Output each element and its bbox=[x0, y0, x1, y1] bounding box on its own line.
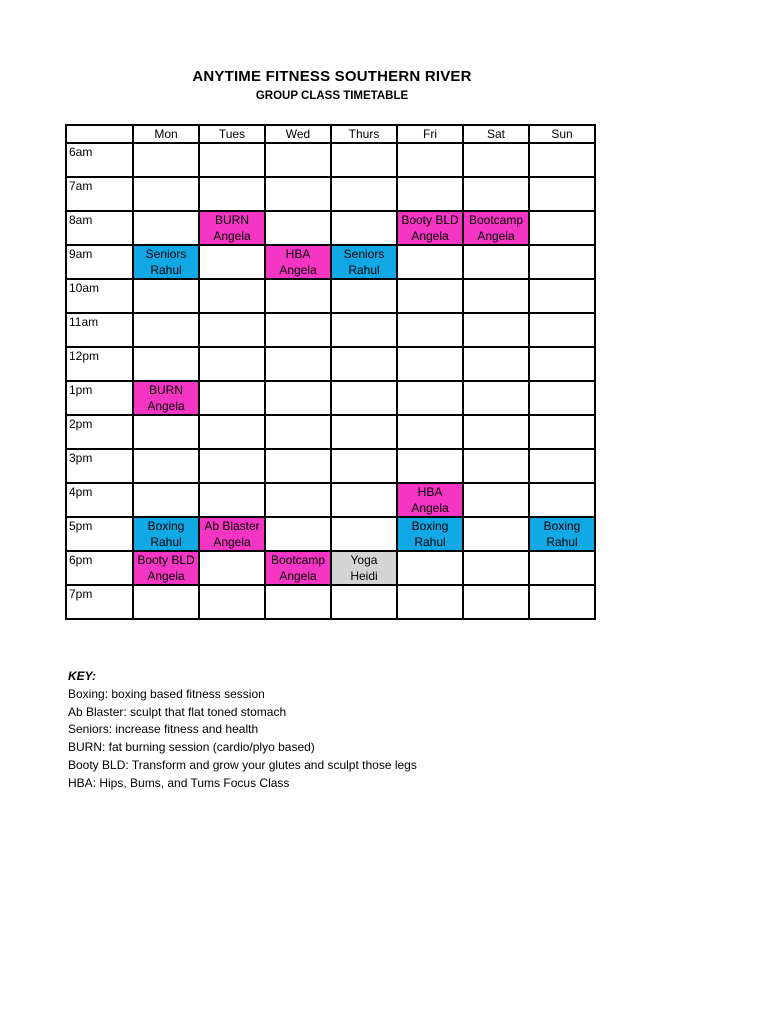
timetable-row bbox=[66, 347, 595, 381]
class-name: Bootcamp bbox=[270, 553, 326, 567]
day-header-sat: Sat bbox=[463, 125, 529, 143]
instructor-name: Angela bbox=[477, 229, 515, 243]
empty-cell bbox=[331, 211, 397, 245]
class-cell bbox=[331, 551, 397, 585]
empty-cell bbox=[331, 279, 397, 313]
empty-cell bbox=[463, 143, 529, 177]
class-cell bbox=[331, 245, 397, 279]
class-name: Booty BLD bbox=[401, 213, 459, 227]
empty-cell bbox=[265, 585, 331, 619]
empty-cell bbox=[397, 551, 463, 585]
empty-cell bbox=[397, 449, 463, 483]
time-cell: 12pm bbox=[66, 347, 133, 381]
key-section bbox=[68, 668, 417, 793]
empty-cell bbox=[199, 551, 265, 585]
empty-cell bbox=[199, 381, 265, 415]
day-header-fri: Fri bbox=[397, 125, 463, 143]
empty-cell bbox=[463, 449, 529, 483]
time-cell: 4pm bbox=[66, 483, 133, 517]
time-cell: 7am bbox=[66, 177, 133, 211]
empty-cell bbox=[331, 517, 397, 551]
empty-cell bbox=[529, 143, 595, 177]
class-name: Boxing bbox=[147, 519, 185, 533]
class-name: Booty BLD bbox=[137, 553, 195, 567]
empty-cell bbox=[397, 313, 463, 347]
page-subtitle: GROUP CLASS TIMETABLE bbox=[255, 90, 409, 102]
empty-cell bbox=[265, 449, 331, 483]
instructor-name: Angela bbox=[279, 569, 317, 583]
empty-cell bbox=[265, 347, 331, 381]
key-item-seniors: Seniors: increase fitness and health bbox=[68, 722, 259, 737]
empty-cell bbox=[199, 313, 265, 347]
timetable-row bbox=[66, 517, 595, 551]
empty-cell bbox=[265, 143, 331, 177]
key-item-booty-bld: Booty BLD: Transform and grow your glutes and sculpt those legs bbox=[68, 757, 417, 772]
empty-cell bbox=[331, 483, 397, 517]
class-cell bbox=[265, 245, 331, 279]
empty-cell bbox=[529, 279, 595, 313]
empty-cell bbox=[331, 381, 397, 415]
instructor-name: Rahul bbox=[150, 263, 182, 277]
time-cell: 7pm bbox=[66, 585, 133, 619]
class-name: HBA bbox=[285, 247, 311, 261]
empty-cell bbox=[463, 381, 529, 415]
empty-cell bbox=[133, 483, 199, 517]
class-name: BURN bbox=[214, 213, 249, 227]
empty-cell bbox=[463, 177, 529, 211]
empty-cell bbox=[397, 245, 463, 279]
day-header-sun: Sun bbox=[529, 125, 595, 143]
class-name: Yoga bbox=[350, 553, 378, 567]
key-item-burn: BURN: fat burning session (cardio/plyo based) bbox=[68, 740, 315, 755]
class-cell bbox=[265, 551, 331, 585]
empty-cell bbox=[133, 177, 199, 211]
timetable-row bbox=[66, 143, 595, 177]
key-title: KEY: bbox=[68, 669, 97, 683]
empty-cell bbox=[397, 585, 463, 619]
empty-cell bbox=[331, 143, 397, 177]
time-cell: 8am bbox=[66, 211, 133, 245]
timetable-row bbox=[66, 245, 595, 279]
empty-cell bbox=[529, 483, 595, 517]
instructor-name: Angela bbox=[411, 229, 449, 243]
time-cell: 1pm bbox=[66, 381, 133, 415]
empty-cell bbox=[397, 279, 463, 313]
empty-cell bbox=[133, 347, 199, 381]
empty-cell bbox=[331, 313, 397, 347]
instructor-name: Heidi bbox=[350, 569, 378, 583]
day-header-mon: Mon bbox=[133, 125, 199, 143]
time-cell: 11am bbox=[66, 313, 133, 347]
time-cell: 9am bbox=[66, 245, 133, 279]
empty-cell bbox=[199, 585, 265, 619]
timetable-row bbox=[66, 381, 595, 415]
timetable bbox=[65, 124, 596, 620]
key-item-hba: HBA: Hips, Bums, and Tums Focus Class bbox=[68, 775, 290, 790]
class-name: Seniors bbox=[145, 247, 187, 261]
empty-cell bbox=[133, 211, 199, 245]
empty-cell bbox=[331, 177, 397, 211]
empty-cell bbox=[331, 585, 397, 619]
empty-cell bbox=[199, 245, 265, 279]
class-name: Boxing bbox=[543, 519, 581, 533]
empty-cell bbox=[199, 449, 265, 483]
class-name: BURN bbox=[148, 383, 183, 397]
empty-cell bbox=[463, 517, 529, 551]
empty-cell bbox=[133, 585, 199, 619]
empty-cell bbox=[529, 245, 595, 279]
timetable-row bbox=[66, 313, 595, 347]
empty-cell bbox=[463, 347, 529, 381]
time-cell: 2pm bbox=[66, 415, 133, 449]
empty-cell bbox=[529, 585, 595, 619]
class-cell bbox=[199, 517, 265, 551]
instructor-name: Angela bbox=[147, 569, 185, 583]
class-cell bbox=[133, 381, 199, 415]
empty-cell bbox=[199, 415, 265, 449]
timetable-row bbox=[66, 279, 595, 313]
class-name: Ab Blaster bbox=[204, 519, 260, 533]
empty-cell bbox=[265, 279, 331, 313]
class-cell bbox=[133, 245, 199, 279]
timetable-row bbox=[66, 585, 595, 619]
instructor-name: Rahul bbox=[414, 535, 446, 549]
empty-cell bbox=[529, 381, 595, 415]
day-header-thurs: Thurs bbox=[331, 125, 397, 143]
class-cell bbox=[133, 517, 199, 551]
class-cell bbox=[199, 211, 265, 245]
timetable-row bbox=[66, 551, 595, 585]
instructor-name: Rahul bbox=[348, 263, 380, 277]
empty-cell bbox=[265, 313, 331, 347]
empty-cell bbox=[397, 381, 463, 415]
class-cell bbox=[529, 517, 595, 551]
empty-cell bbox=[199, 483, 265, 517]
empty-cell bbox=[133, 415, 199, 449]
instructor-name: Angela bbox=[147, 399, 185, 413]
class-cell bbox=[397, 483, 463, 517]
class-name: HBA bbox=[417, 485, 443, 499]
empty-cell bbox=[397, 177, 463, 211]
instructor-name: Angela bbox=[279, 263, 317, 277]
empty-cell bbox=[265, 211, 331, 245]
class-name: Seniors bbox=[343, 247, 385, 261]
empty-cell bbox=[265, 177, 331, 211]
class-cell bbox=[133, 551, 199, 585]
empty-cell bbox=[463, 483, 529, 517]
empty-cell bbox=[529, 415, 595, 449]
empty-cell bbox=[529, 211, 595, 245]
empty-cell bbox=[529, 347, 595, 381]
page-title: ANYTIME FITNESS SOUTHERN RIVER bbox=[192, 68, 472, 85]
empty-cell bbox=[529, 449, 595, 483]
empty-cell bbox=[133, 143, 199, 177]
empty-cell bbox=[463, 245, 529, 279]
empty-cell bbox=[265, 381, 331, 415]
day-header-wed: Wed bbox=[265, 125, 331, 143]
empty-cell bbox=[397, 347, 463, 381]
class-name: Boxing bbox=[411, 519, 449, 533]
empty-cell bbox=[199, 177, 265, 211]
empty-cell bbox=[331, 449, 397, 483]
empty-cell bbox=[199, 143, 265, 177]
empty-cell bbox=[331, 415, 397, 449]
time-cell: 6pm bbox=[66, 551, 133, 585]
instructor-name: Angela bbox=[213, 229, 251, 243]
time-cell: 10am bbox=[66, 279, 133, 313]
empty-cell bbox=[199, 347, 265, 381]
key-item-boxing: Boxing: boxing based fitness session bbox=[68, 686, 265, 701]
empty-cell bbox=[133, 313, 199, 347]
empty-cell bbox=[133, 449, 199, 483]
instructor-name: Angela bbox=[411, 501, 449, 515]
empty-cell bbox=[199, 279, 265, 313]
key-item-ab-blaster: Ab Blaster: sculpt that flat toned stomach bbox=[68, 704, 287, 719]
instructor-name: Angela bbox=[213, 535, 251, 549]
class-cell bbox=[463, 211, 529, 245]
timetable-body bbox=[66, 143, 595, 619]
class-name: Bootcamp bbox=[468, 213, 524, 227]
empty-cell bbox=[265, 483, 331, 517]
class-cell bbox=[397, 517, 463, 551]
empty-cell bbox=[529, 551, 595, 585]
timetable-row bbox=[66, 483, 595, 517]
timetable-row bbox=[66, 211, 595, 245]
instructor-name: Rahul bbox=[546, 535, 578, 549]
empty-cell bbox=[463, 415, 529, 449]
instructor-name: Rahul bbox=[150, 535, 182, 549]
empty-cell bbox=[463, 279, 529, 313]
empty-cell bbox=[265, 517, 331, 551]
empty-cell bbox=[463, 585, 529, 619]
empty-cell bbox=[133, 279, 199, 313]
empty-cell bbox=[463, 551, 529, 585]
timetable-header-row bbox=[66, 125, 595, 143]
empty-cell bbox=[529, 313, 595, 347]
time-cell: 5pm bbox=[66, 517, 133, 551]
timetable-row bbox=[66, 177, 595, 211]
empty-cell bbox=[529, 177, 595, 211]
timetable-row bbox=[66, 415, 595, 449]
empty-cell bbox=[331, 347, 397, 381]
empty-cell bbox=[265, 415, 331, 449]
day-header-tues: Tues bbox=[199, 125, 265, 143]
time-cell: 3pm bbox=[66, 449, 133, 483]
timetable-row bbox=[66, 449, 595, 483]
empty-cell bbox=[463, 313, 529, 347]
time-cell: 6am bbox=[66, 143, 133, 177]
empty-cell bbox=[397, 415, 463, 449]
timetable-corner bbox=[66, 125, 133, 143]
class-cell bbox=[397, 211, 463, 245]
empty-cell bbox=[397, 143, 463, 177]
